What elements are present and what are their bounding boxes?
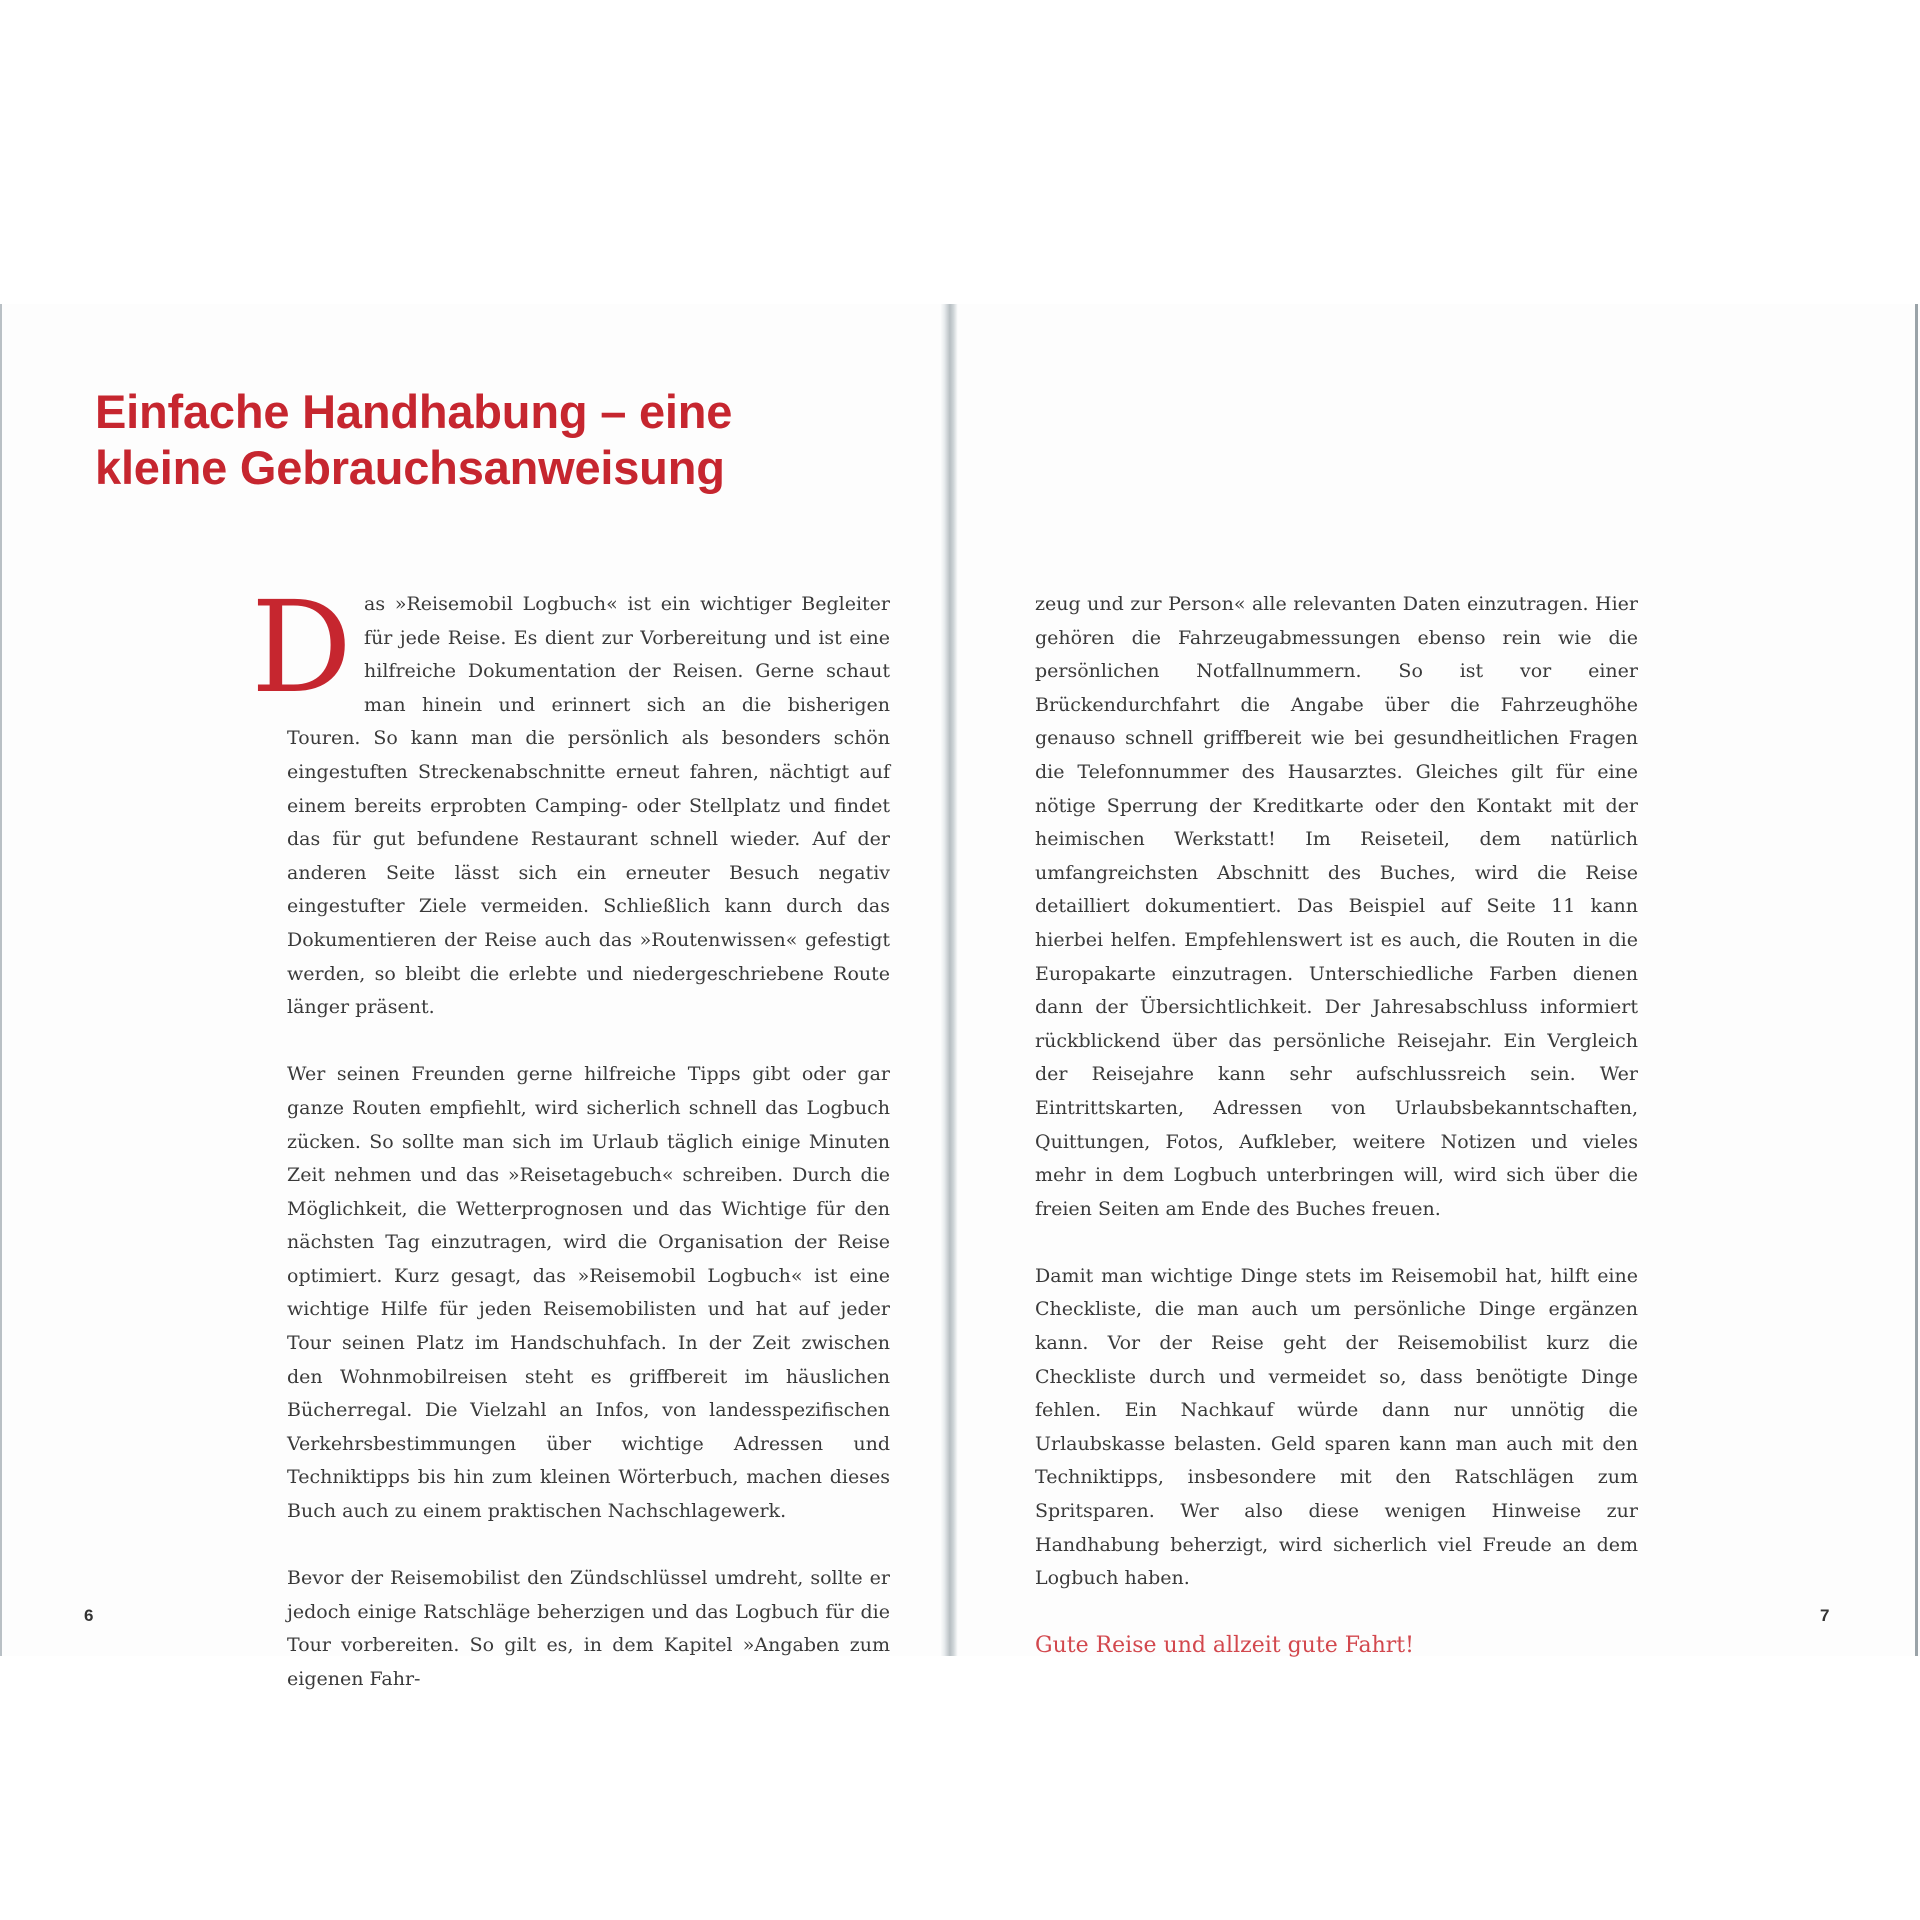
right-page-edge xyxy=(1915,304,1918,1656)
page-number-right: 7 xyxy=(1820,1606,1830,1625)
left-page-edge xyxy=(0,304,2,1656)
right-page-text xyxy=(1035,588,1638,1663)
chapter-title-line-2: kleine Gebrauchsanweisung xyxy=(95,441,725,494)
left-page-text xyxy=(251,574,890,1730)
chapter-title-line-1: Einfache Handhabung – eine xyxy=(95,385,733,438)
chapter-title xyxy=(95,384,815,496)
page-number-left: 6 xyxy=(84,1606,94,1625)
left-paragraph-1-text: as »Reisemobil Logbuch« ist ein wichtiger Begleiter für jede Reise. Es dient zur Vorbereitung und ist eine hilfreiche Dokumentation der Reisen. Gerne schaut man hinein und erinnert sich an die bisherigen Touren. So kann man die persönlich als besonders schön eingestuften Streckenabschnitte erneut fahren, nächtigt auf einem bereits erprobten Camping- oder Stellplatz und findet das für gut befundene Restaurant schnell wieder. Auf der anderen Seite lässt sich ein erneuter Besuch negativ eingestufter Ziele vermeiden. Schließlich kann durch das Dokumentieren der Reise auch das »Routenwissen« gefestigt werden, so bleibt die erlebte und niedergeschriebene Route länger präsent. xyxy=(287,593,890,1019)
book-gutter xyxy=(940,304,958,1656)
drop-cap: D xyxy=(251,574,353,721)
left-paragraph-2: Wer seinen Freunden gerne hilfreiche Tipps gibt oder gar ganze Routen empfiehlt, wird sicherlich schnell das Logbuch zücken. So sollte man sich im Urlaub täglich einige Minuten Zeit nehmen und das »Reisetagebuch« schreiben. Durch die Möglichkeit, die Wetterprognosen und das Wichtige für den nächsten Tag einzutragen, wird die Organisation der Reise optimiert. Kurz gesagt, das »Reisemobil Logbuch« ist eine wichtige Hilfe für jeden Reisemobilisten und hat auf jeder Tour seinen Platz im Handschuhfach. In der Zeit zwischen den Wohnmobilreisen steht es griffbereit im häuslichen Bücherregal. Die Vielzahl an Infos, von landesspezifischen Verkehrsbestimmungen über wichtige Adressen und Techniktipps bis hin zum kleinen Wörterbuch, machen dieses Buch auch zu einem praktischen Nachschlagewerk. xyxy=(287,1063,890,1523)
closing-line: Gute Reise und allzeit gute Fahrt! xyxy=(1035,1633,1414,1659)
left-paragraph-1 xyxy=(251,574,890,1025)
right-paragraph-2: Damit man wichtige Dinge stets im Reisemobil hat, hilft eine Checkliste, die man auch um persönliche Dinge ergänzen kann. Vor der Reise geht der Reisemobilist kurz die Checkliste durch und vermeidet so, dass benötigte Dinge fehlen. Ein Nachkauf würde dann nur unnötig die Urlaubskasse belasten. Geld sparen kann man auch mit den Techniktipps, insbesondere mit den Ratschlägen zum Spritsparen. Wer also diese wenigen Hinweise zur Handhabung beherzigt, wird sicherlich viel Freude an dem Logbuch haben. xyxy=(1035,1264,1638,1590)
left-paragraph-3: Bevor der Reisemobilist den Zündschlüssel umdreht, sollte er jedoch einige Ratschläge beherzigen und das Logbuch für die Tour vorbereiten. So gilt es, in dem Kapitel »Angaben zum eigenen Fahr- xyxy=(287,1567,890,1690)
right-paragraph-1: zeug und zur Person« alle relevanten Daten einzutragen. Hier gehören die Fahrzeugabmessungen ebenso rein wie die persönlichen Notfallnummern. So ist vor einer Brückendurchfahrt die Angabe über die Fahrzeughöhe genauso schnell griffbereit wie bei gesundheitlichen Fragen die Telefonnummer des Hausarztes. Gleiches gilt für eine nötige Sperrung der Kreditkarte oder den Kontakt mit der heimischen Werkstatt! Im Reiseteil, dem natürlich umfangreichsten Abschnitt des Buches, wird die Reise detailliert dokumentiert. Das Beispiel auf Seite 11 kann hierbei helfen. Empfehlenswert ist es auch, die Routen in die Europakarte einzutragen. Unterschiedliche Farben dienen dann der Übersichtlichkeit. Der Jahresabschluss informiert rückblickend über das persönliche Reisejahr. Ein Vergleich der Reisejahre kann sehr aufschlussreich sein. Wer Eintrittskarten, Adressen von Urlaubsbekanntschaften, Quittungen, Fotos, Aufkleber, weitere Notizen und vieles mehr in dem Logbuch unterbringen will, wird sich über die freien Seiten am Ende des Buches freuen. xyxy=(1035,593,1638,1220)
